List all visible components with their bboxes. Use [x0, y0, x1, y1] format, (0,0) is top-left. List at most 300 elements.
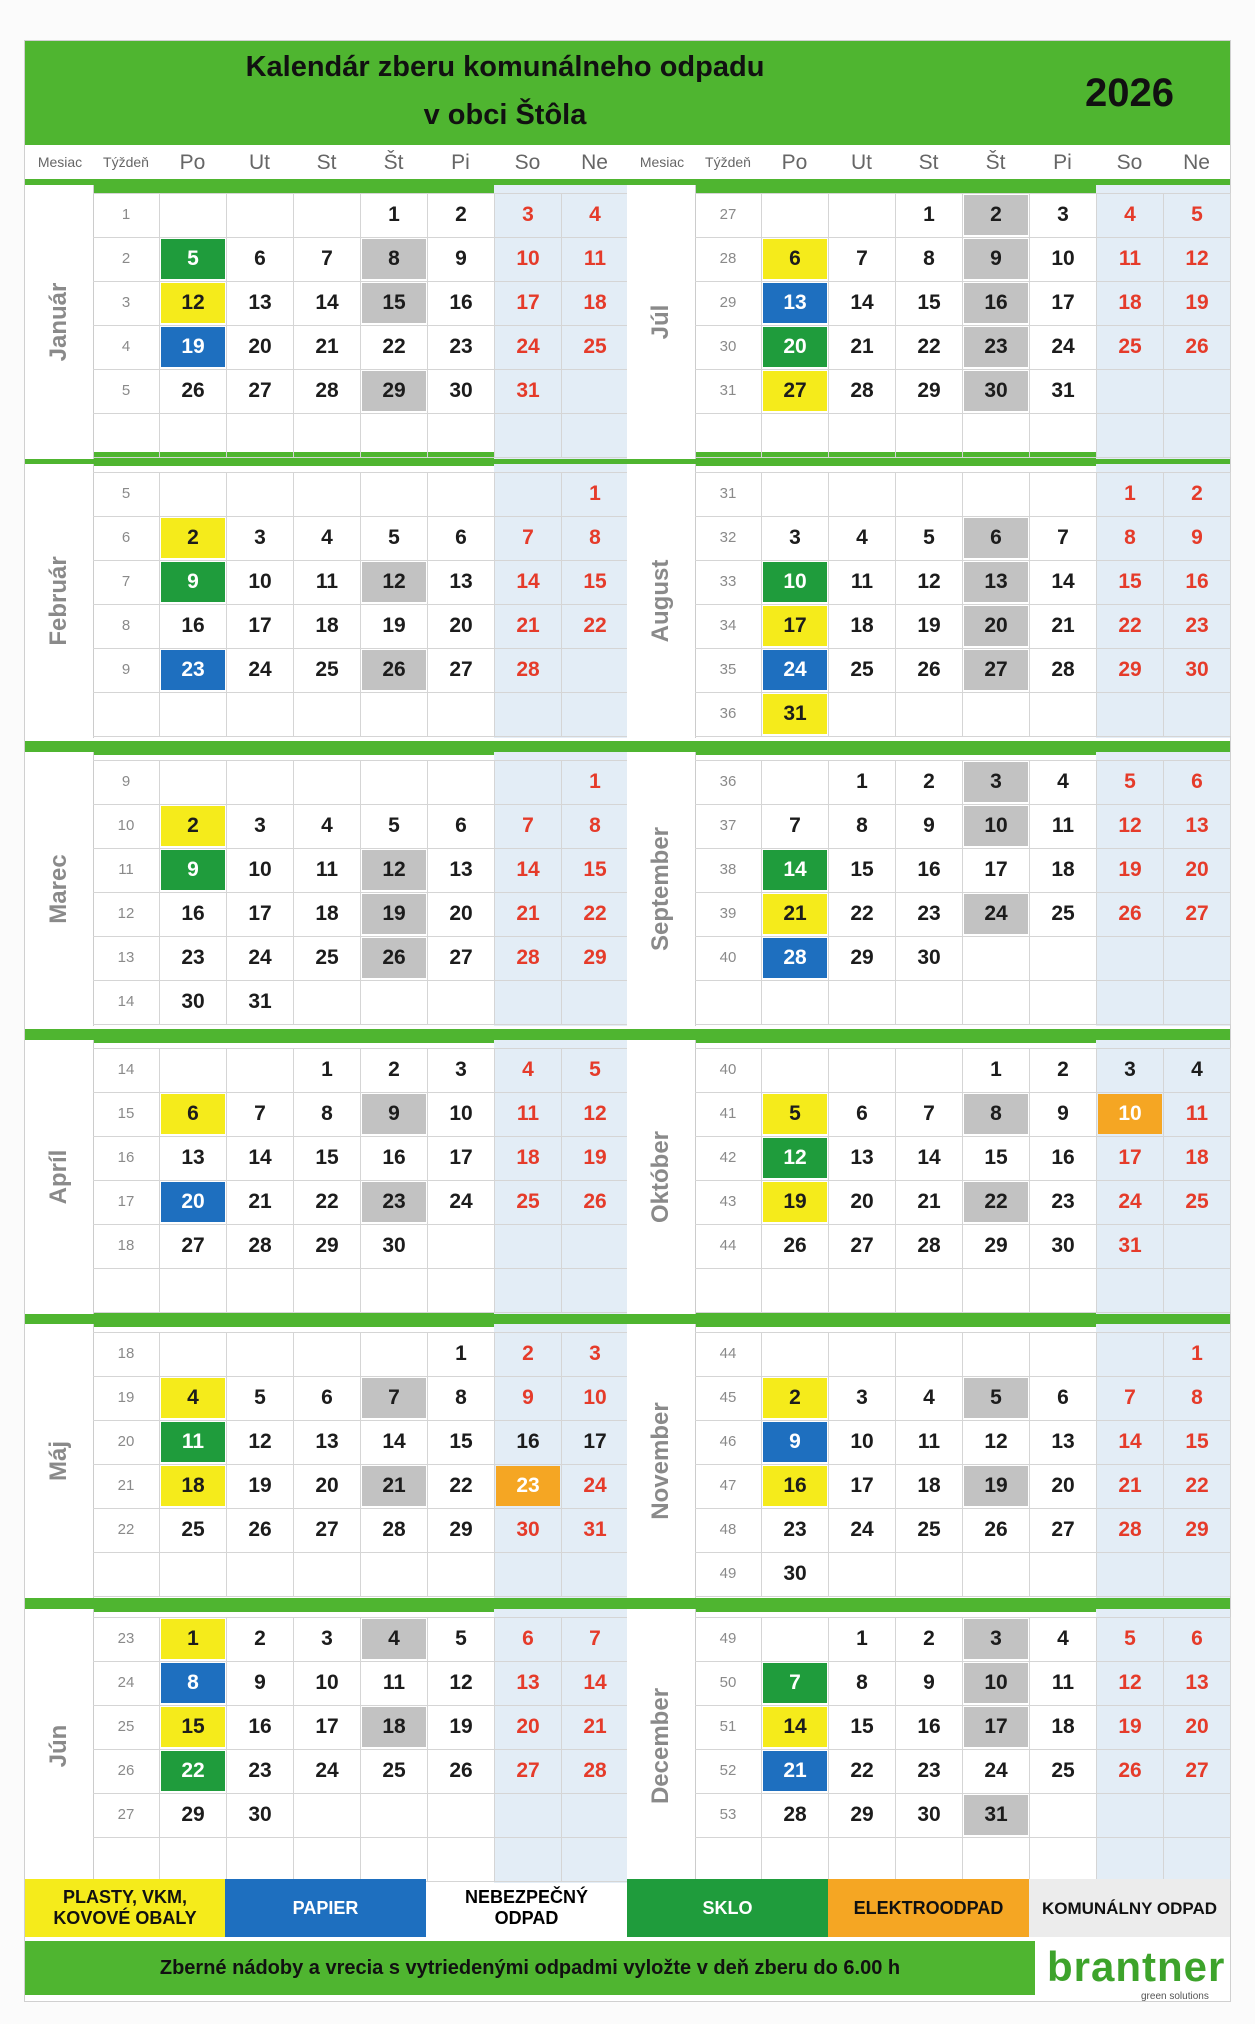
logo-wordmark: brantner: [1047, 1943, 1226, 1990]
grid-line: [293, 472, 294, 736]
day-cell: 22: [583, 902, 607, 925]
month-column-header: Mesiac: [639, 154, 685, 170]
grid-line: [360, 1048, 361, 1312]
grid-line: [293, 1617, 294, 1881]
week-number: 48: [719, 1521, 737, 1538]
day-cell: 28: [763, 938, 827, 978]
day-cell: 10: [850, 1430, 874, 1453]
grid-line: [494, 1048, 495, 1312]
grid-line: [159, 472, 160, 736]
day-cell: 27: [181, 1234, 205, 1257]
legend-item-komunal: KOMUNÁLNY ODPAD: [1029, 1879, 1230, 1937]
day-cell: 1: [589, 770, 601, 793]
grid-line: [226, 193, 227, 457]
day-cell: 1: [990, 1058, 1002, 1081]
grid-line: [761, 1617, 762, 1881]
day-cell: 18: [1051, 1715, 1075, 1738]
grid-line: [1029, 760, 1030, 1024]
month-name: August: [647, 559, 674, 643]
week-number: 21: [117, 1477, 135, 1494]
day-cell: 27: [964, 650, 1028, 690]
day-cell: 13: [248, 291, 272, 314]
day-cell: 3: [589, 1342, 601, 1365]
day-column-header: Ut: [249, 151, 270, 174]
day-cell: 3: [254, 526, 266, 549]
day-cell: 9: [254, 1671, 266, 1694]
day-cell: 14: [516, 858, 540, 881]
day-cell: 20: [850, 1190, 874, 1213]
grid-line: [895, 1048, 896, 1312]
week-number: 7: [121, 573, 131, 590]
day-cell: 5: [161, 239, 225, 279]
day-cell: 8: [1191, 1386, 1203, 1409]
day-cell: 7: [589, 1627, 601, 1650]
day-cell: 4: [1057, 770, 1069, 793]
day-cell: 11: [516, 1102, 540, 1125]
day-cell: 12: [1118, 814, 1142, 837]
day-column-header: Po: [781, 151, 808, 174]
day-cell: 6: [321, 1386, 333, 1409]
day-cell: 25: [1051, 902, 1075, 925]
day-cell: 16: [181, 902, 205, 925]
day-cell: 9: [362, 1094, 426, 1134]
day-cell: 13: [850, 1146, 874, 1169]
day-cell: 26: [248, 1518, 272, 1541]
day-cell: 23: [917, 902, 941, 925]
day-cell: 14: [583, 1671, 607, 1694]
day-cell: 16: [1051, 1146, 1075, 1169]
day-column-header: Št: [985, 151, 1006, 174]
day-cell: 16: [382, 1146, 406, 1169]
week-number: 5: [121, 382, 131, 399]
month-block: [25, 1324, 628, 1598]
day-cell: 14: [763, 1707, 827, 1747]
grid-line: [93, 1312, 628, 1313]
footer-bar: [25, 1941, 1035, 1995]
day-cell: 6: [763, 239, 827, 279]
legend-item-sklo: SKLO: [627, 1879, 828, 1937]
grid-line: [226, 472, 227, 736]
day-cell: 13: [1185, 1671, 1209, 1694]
day-cell: 20: [449, 902, 473, 925]
month-block: [25, 1040, 628, 1314]
day-cell: 11: [161, 1422, 225, 1462]
day-cell: 6: [856, 1102, 868, 1125]
grid-line: [1230, 760, 1231, 1024]
month-column-header: Mesiac: [37, 154, 83, 170]
day-cell: 12: [248, 1430, 272, 1453]
grid-line: [828, 472, 829, 736]
day-column-header: Pi: [1053, 151, 1072, 174]
day-cell: 24: [315, 1759, 339, 1782]
week-number: 22: [117, 1521, 135, 1538]
day-cell: 19: [161, 327, 225, 367]
day-cell: 30: [783, 1562, 807, 1585]
day-cell: 28: [583, 1759, 607, 1782]
week-number: 24: [117, 1674, 135, 1691]
day-column-header: So: [514, 151, 541, 174]
day-cell: 26: [1118, 1759, 1142, 1782]
day-cell: 25: [315, 946, 339, 969]
day-cell: 24: [583, 1474, 607, 1497]
day-cell: 15: [315, 1146, 339, 1169]
day-cell: 15: [362, 283, 426, 323]
day-cell: 6: [455, 814, 467, 837]
grid-line: [1029, 1617, 1030, 1881]
day-cell: 7: [321, 247, 333, 270]
grid-line: [293, 760, 294, 1024]
day-cell: 27: [1185, 902, 1209, 925]
day-cell: 19: [1118, 1715, 1142, 1738]
day-cell: 20: [1051, 1474, 1075, 1497]
day-cell: 20: [516, 1715, 540, 1738]
day-cell: 9: [923, 814, 935, 837]
day-cell: 17: [850, 1474, 874, 1497]
day-cell: 14: [516, 570, 540, 593]
day-cell: 15: [984, 1146, 1008, 1169]
day-cell: 18: [315, 902, 339, 925]
day-cell: 13: [315, 1430, 339, 1453]
day-cell: 26: [1185, 335, 1209, 358]
month-label: [627, 1324, 696, 1598]
day-cell: 15: [161, 1707, 225, 1747]
day-cell: 20: [161, 1182, 225, 1222]
day-cell: 6: [1191, 770, 1203, 793]
month-block: [627, 464, 1230, 738]
week-number: 51: [719, 1718, 737, 1735]
day-cell: 19: [583, 1146, 607, 1169]
grid-line: [895, 472, 896, 736]
day-cell: 21: [1118, 1474, 1142, 1497]
week-number: 5: [121, 485, 131, 502]
day-cell: 5: [254, 1386, 266, 1409]
grid-line: [360, 1332, 361, 1596]
month-name: November: [647, 1402, 674, 1520]
day-cell: 22: [1185, 1474, 1209, 1497]
day-cell: 30: [964, 371, 1028, 411]
week-number: 40: [719, 949, 737, 966]
day-cell: 15: [1185, 1430, 1209, 1453]
week-number: 14: [117, 993, 135, 1010]
month-block: [627, 185, 1230, 459]
grid-line: [1163, 193, 1164, 457]
day-cell: 8: [362, 239, 426, 279]
grid-line: [360, 193, 361, 457]
day-cell: 3: [964, 1619, 1028, 1659]
day-cell: 8: [589, 526, 601, 549]
day-cell: 18: [362, 1707, 426, 1747]
day-cell: 22: [583, 614, 607, 637]
day-cell: 2: [964, 195, 1028, 235]
day-cell: 19: [1118, 858, 1142, 881]
month-block: [25, 1609, 628, 1883]
day-cell: 11: [1051, 814, 1075, 837]
day-column-header: St: [316, 151, 337, 174]
day-cell: 30: [1051, 1234, 1075, 1257]
day-cell: 10: [248, 570, 272, 593]
day-cell: 9: [161, 562, 225, 602]
day-cell: 11: [850, 570, 874, 593]
day-cell: 16: [181, 614, 205, 637]
grid-line: [895, 193, 896, 457]
month-label: [25, 464, 94, 738]
day-cell: 16: [449, 291, 473, 314]
day-cell: 31: [516, 379, 540, 402]
day-cell: 12: [763, 1138, 827, 1178]
day-cell: 27: [1185, 1759, 1209, 1782]
week-number: 49: [719, 1630, 737, 1647]
day-cell: 30: [917, 946, 941, 969]
day-cell: 27: [248, 379, 272, 402]
day-cell: 5: [1191, 203, 1203, 226]
day-cell: 9: [161, 850, 225, 890]
day-cell: 3: [321, 1627, 333, 1650]
week-number: 9: [121, 773, 131, 790]
day-cell: 21: [362, 1466, 426, 1506]
day-cell: 27: [315, 1518, 339, 1541]
day-cell: 31: [1118, 1234, 1142, 1257]
day-cell: 18: [1051, 858, 1075, 881]
day-cell: 25: [850, 658, 874, 681]
day-cell: 10: [1098, 1094, 1162, 1134]
grid-line: [761, 1332, 762, 1596]
day-cell: 8: [589, 814, 601, 837]
day-cell: 22: [315, 1190, 339, 1213]
day-cell: 17: [315, 1715, 339, 1738]
day-cell: 19: [964, 1466, 1028, 1506]
day-cell: 27: [763, 371, 827, 411]
day-cell: 31: [964, 1795, 1028, 1835]
day-cell: 11: [315, 858, 339, 881]
day-cell: 1: [589, 482, 601, 505]
day-cell: 17: [248, 614, 272, 637]
day-cell: 18: [315, 614, 339, 637]
day-cell: 26: [449, 1759, 473, 1782]
day-cell: 4: [522, 1058, 534, 1081]
legend-item-plasty: PLASTY, VKM, KOVOVÉ OBALY: [25, 1879, 225, 1937]
day-cell: 21: [248, 1190, 272, 1213]
week-number: 37: [719, 817, 737, 834]
day-cell: 3: [856, 1386, 868, 1409]
day-cell: 28: [315, 379, 339, 402]
day-cell: 8: [856, 814, 868, 837]
day-cell: 2: [254, 1627, 266, 1650]
month-name: Júl: [647, 304, 674, 340]
grid-line: [159, 1332, 160, 1596]
grid-line: [494, 193, 495, 457]
grid-line: [761, 1048, 762, 1312]
day-cell: 13: [181, 1146, 205, 1169]
day-cell: 16: [964, 283, 1028, 323]
day-cell: 26: [984, 1518, 1008, 1541]
day-cell: 3: [455, 1058, 467, 1081]
day-cell: 6: [161, 1094, 225, 1134]
day-cell: 20: [449, 614, 473, 637]
week-number: 41: [719, 1105, 737, 1122]
grid-line: [1163, 1048, 1164, 1312]
grid-line: [1230, 1617, 1231, 1881]
week-number: 30: [719, 338, 737, 355]
day-cell: 13: [763, 283, 827, 323]
day-cell: 28: [917, 1234, 941, 1257]
day-cell: 28: [850, 379, 874, 402]
month-label: [25, 752, 94, 1026]
day-cell: 30: [382, 1234, 406, 1257]
day-cell: 15: [583, 858, 607, 881]
grid-line: [93, 1024, 628, 1025]
day-cell: 14: [850, 291, 874, 314]
day-cell: 28: [382, 1518, 406, 1541]
month-name: Máj: [45, 1440, 72, 1482]
month-label: [627, 1609, 696, 1883]
day-cell: 5: [923, 526, 935, 549]
week-number: 13: [117, 949, 135, 966]
day-cell: 12: [984, 1430, 1008, 1453]
day-cell: 19: [382, 614, 406, 637]
day-cell: 22: [449, 1474, 473, 1497]
day-cell: 10: [964, 806, 1028, 846]
grid-line: [561, 1617, 562, 1881]
grid-line: [1163, 1617, 1164, 1881]
page-subtitle: v obci Štôla: [423, 99, 587, 131]
day-cell: 2: [161, 518, 225, 558]
grid-line: [427, 1048, 428, 1312]
week-number: 47: [719, 1477, 737, 1494]
week-number: 14: [117, 1061, 135, 1078]
day-cell: 15: [449, 1430, 473, 1453]
grid-line: [828, 1048, 829, 1312]
day-cell: 8: [1124, 526, 1136, 549]
month-label: [25, 1324, 94, 1598]
grid-line: [427, 193, 428, 457]
week-number: 2: [121, 250, 131, 267]
grid-line: [962, 1332, 963, 1596]
day-cell: 12: [1185, 247, 1209, 270]
day-cell: 29: [1118, 658, 1142, 681]
day-cell: 1: [161, 1619, 225, 1659]
day-cell: 10: [248, 858, 272, 881]
legend: [25, 1879, 1230, 1937]
day-cell: 25: [1118, 335, 1142, 358]
month-block: [25, 752, 628, 1026]
day-cell: 12: [161, 283, 225, 323]
day-cell: 20: [1185, 1715, 1209, 1738]
week-number: 43: [719, 1193, 737, 1210]
day-cell: 20: [1185, 858, 1209, 881]
month-label: [25, 1040, 94, 1314]
day-cell: 23: [783, 1518, 807, 1541]
day-cell: 26: [917, 658, 941, 681]
day-cell: 18: [917, 1474, 941, 1497]
grid-line: [427, 472, 428, 736]
day-cell: 1: [455, 1342, 467, 1365]
grid-line: [895, 760, 896, 1024]
grid-line: [1029, 193, 1030, 457]
day-cell: 23: [248, 1759, 272, 1782]
day-cell: 28: [1051, 658, 1075, 681]
week-number: 31: [719, 382, 737, 399]
day-cell: 8: [856, 1671, 868, 1694]
month-name: Január: [45, 282, 72, 362]
grid-line: [761, 760, 762, 1024]
grid-line: [1096, 1617, 1097, 1881]
day-cell: 30: [449, 379, 473, 402]
grid-line: [695, 1596, 1230, 1597]
grid-line: [561, 1332, 562, 1596]
day-cell: 26: [783, 1234, 807, 1257]
grid-line: [1096, 760, 1097, 1024]
day-cell: 20: [964, 606, 1028, 646]
week-number: 33: [719, 573, 737, 590]
page-title: Kalendár zberu komunálneho odpadu: [245, 51, 765, 83]
day-cell: 17: [583, 1430, 607, 1453]
day-cell: 6: [1057, 1386, 1069, 1409]
year-label: 2026: [1085, 71, 1174, 115]
week-column-header: Týždeň: [103, 154, 149, 170]
day-cell: 22: [161, 1751, 225, 1791]
day-cell: 8: [923, 247, 935, 270]
day-cell: 8: [964, 1094, 1028, 1134]
day-cell: 17: [763, 606, 827, 646]
day-cell: 5: [1124, 1627, 1136, 1650]
day-cell: 2: [923, 770, 935, 793]
day-cell: 18: [583, 291, 607, 314]
day-cell: 13: [516, 1671, 540, 1694]
day-cell: 16: [1185, 570, 1209, 593]
week-number: 18: [117, 1237, 135, 1254]
day-cell: 6: [964, 518, 1028, 558]
grid-line: [93, 457, 628, 458]
day-cell: 26: [583, 1190, 607, 1213]
day-cell: 25: [1051, 1759, 1075, 1782]
day-cell: 2: [522, 1342, 534, 1365]
day-cell: 14: [248, 1146, 272, 1169]
week-number: 26: [117, 1762, 135, 1779]
day-cell: 22: [1118, 614, 1142, 637]
month-name: December: [647, 1687, 674, 1805]
day-cell: 29: [181, 1803, 205, 1826]
grid-line: [494, 1617, 495, 1881]
day-cell: 5: [388, 814, 400, 837]
day-cell: 13: [449, 570, 473, 593]
grid-line: [494, 760, 495, 1024]
day-column-header: Št: [383, 151, 404, 174]
month-name: Apríl: [45, 1149, 72, 1205]
month-label: [627, 185, 696, 459]
day-cell: 20: [248, 335, 272, 358]
grid-line: [226, 1048, 227, 1312]
calendar-sheet: [24, 40, 1231, 2002]
week-number: 50: [719, 1674, 737, 1691]
day-cell: 5: [1124, 770, 1136, 793]
week-number: 17: [117, 1193, 135, 1210]
day-cell: 26: [181, 379, 205, 402]
week-number: 15: [117, 1105, 135, 1122]
day-cell: 1: [1191, 1342, 1203, 1365]
day-cell: 15: [850, 1715, 874, 1738]
day-cell: 7: [923, 1102, 935, 1125]
grid-line: [962, 472, 963, 736]
day-cell: 28: [1118, 1518, 1142, 1541]
day-cell: 2: [455, 203, 467, 226]
day-cell: 22: [382, 335, 406, 358]
week-number: 40: [719, 1061, 737, 1078]
week-number: 27: [117, 1806, 135, 1823]
column-header-row: [25, 146, 1230, 180]
day-cell: 27: [1051, 1518, 1075, 1541]
day-cell: 26: [1118, 902, 1142, 925]
day-cell: 4: [1057, 1627, 1069, 1650]
